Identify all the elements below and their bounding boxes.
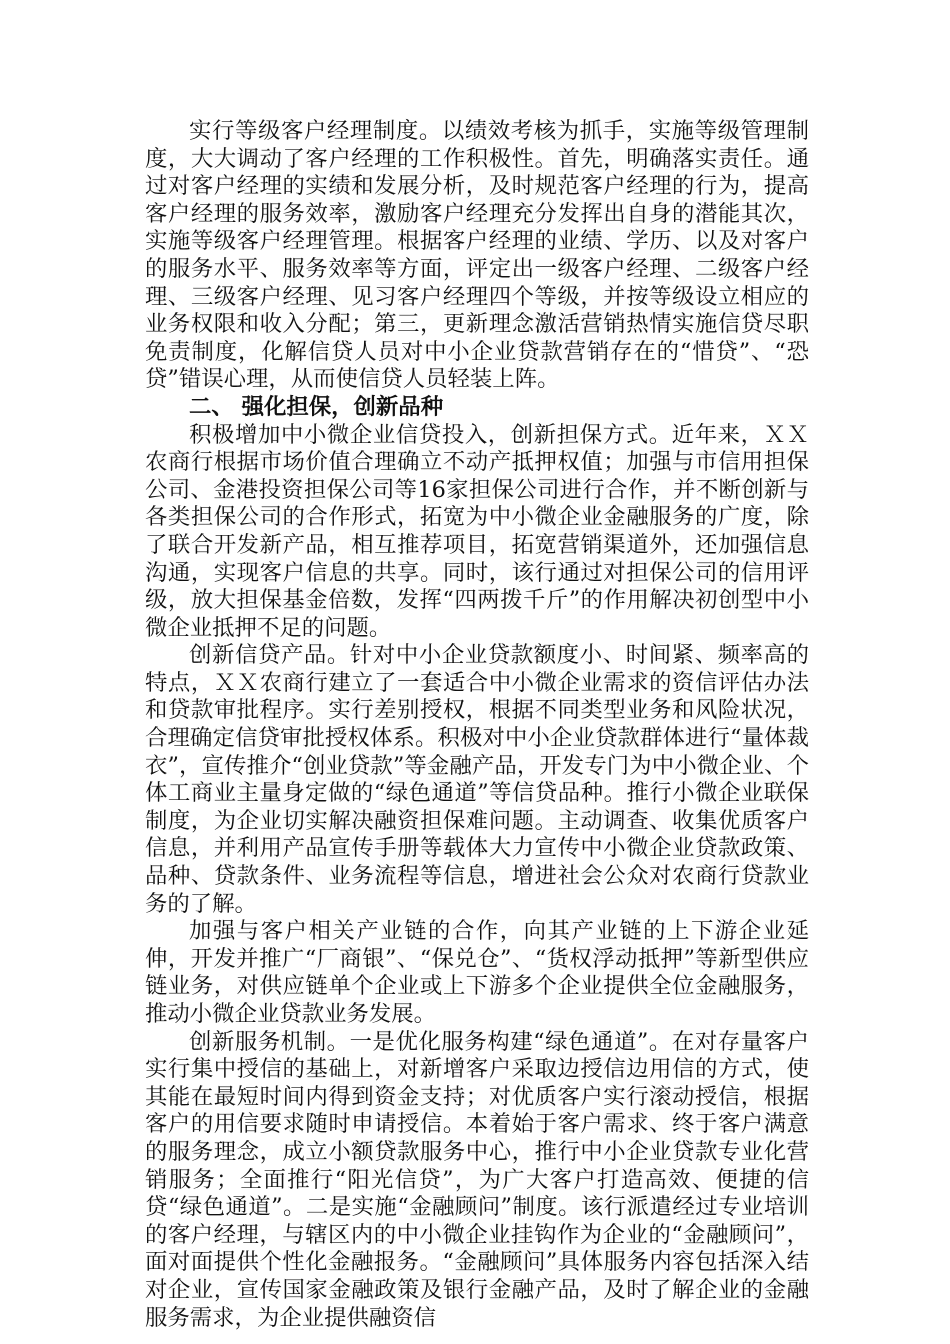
paragraph-credit-products: 创新信贷产品。针对中小企业贷款额度小、时间紧、频率高的特点，ＸＸ农商行建立了一套适合中小微企业需求的资信评估办法和贷款审批程序。实行差别授权，根据不同类型业务和风险状况，合理确定信贷审批授权体系。积极对中小企业贷款群体进行“量体裁衣”，宣传推介“创业贷款”等金融产品，开发专门为中小微企业、个体工商业主量身定做的“绿色通道”等信贷品种。推行小微企业联保制度，为企业切实解决融资担保难问题。主动调查、收集优质客户信息，并利用产品宣传手册等载体大力宣传中小微企业贷款政策、品种、贷款条件、业务流程等信息，增进社会公众对农商行贷款业务的了解。 — [145, 642, 809, 917]
document-page — [145, 118, 809, 1332]
paragraph-service-mechanism: 创新服务机制。一是优化服务构建“绿色通道”。在对存量客户实行集中授信的基础上，对新增客户采取边授信边用信的方式，使其能在最短时间内得到资金支持；对优质客户实行滚动授信，根据客户的用信要求随时申请授信。本着始于客户需求、终于客户满意的服务理念，成立小额贷款服务中心，推行中小企业贷款专业化营销服务；全面推行“阳光信贷”，为广大客户打造高效、便捷的信贷“绿色通道”。二是实施“金融顾问”制度。该行派遣经过专业培训的客户经理，与辖区内的中小微企业挂钩作为企业的“金融顾问”，面对面提供个性化金融报务。“金融顾问”具体服务内容包括深入结对企业，宣传国家金融政策及银行金融产品，及时了解企业的金融服务需求，为企业提供融资信 — [145, 1028, 809, 1331]
paragraph-tiered-account-managers: 实行等级客户经理制度。以绩效考核为抓手，实施等级管理制度，大大调动了客户经理的工作积极性。首先，明确落实责任。通过对客户经理的实绩和发展分析，及时规范客户经理的行为，提高客户经理的服务效率，激励客户经理充分发挥出自身的潜能其次，实施等级客户经理管理。根据客户经理的业绩、学历、以及对客户的服务水平、服务效率等方面，评定出一级客户经理、二级客户经理、三级客户经理、见习客户经理四个等级，并按等级设立相应的业务权限和收入分配；第三，更新理念激活营销热情实施信贷尽职免责制度，化解信贷人员对中小企业贷款营销存在的“惜贷”、“恐贷”错误心理，从而使信贷人员轻装上阵。 — [145, 118, 809, 393]
section-heading: 二、 强化担保，创新品种 — [189, 393, 444, 420]
paragraph-guarantee-innovation: 积极增加中小微企业信贷投入，创新担保方式。近年来，ＸＸ农商行根据市场价值合理确立不动产抵押权值；加强与市信用担保公司、金港投资担保公司等16家担保公司进行合作，并不断创新与各类担保公司的合作形式，拓宽为中小微企业金融服务的广度，除了联合开发新产品，相互推荐项目，拓宽营销渠道外，还加强信息沟通，实现客户信息的共享。同时，该行通过对担保公司的信用评级，放大担保基金倍数，发挥“四两拨千斤”的作用解决初创型中小微企业抵押不足的问题。 — [145, 421, 809, 641]
paragraph-supply-chain: 加强与客户相关产业链的合作，向其产业链的上下游企业延伸，开发并推广“厂商银”、“保兑仓”、“货权浮动抵押”等新型供应链业务，对供应链单个企业或上下游多个企业提供全位金融服务，推动小微企业贷款业务发展。 — [145, 918, 809, 1027]
